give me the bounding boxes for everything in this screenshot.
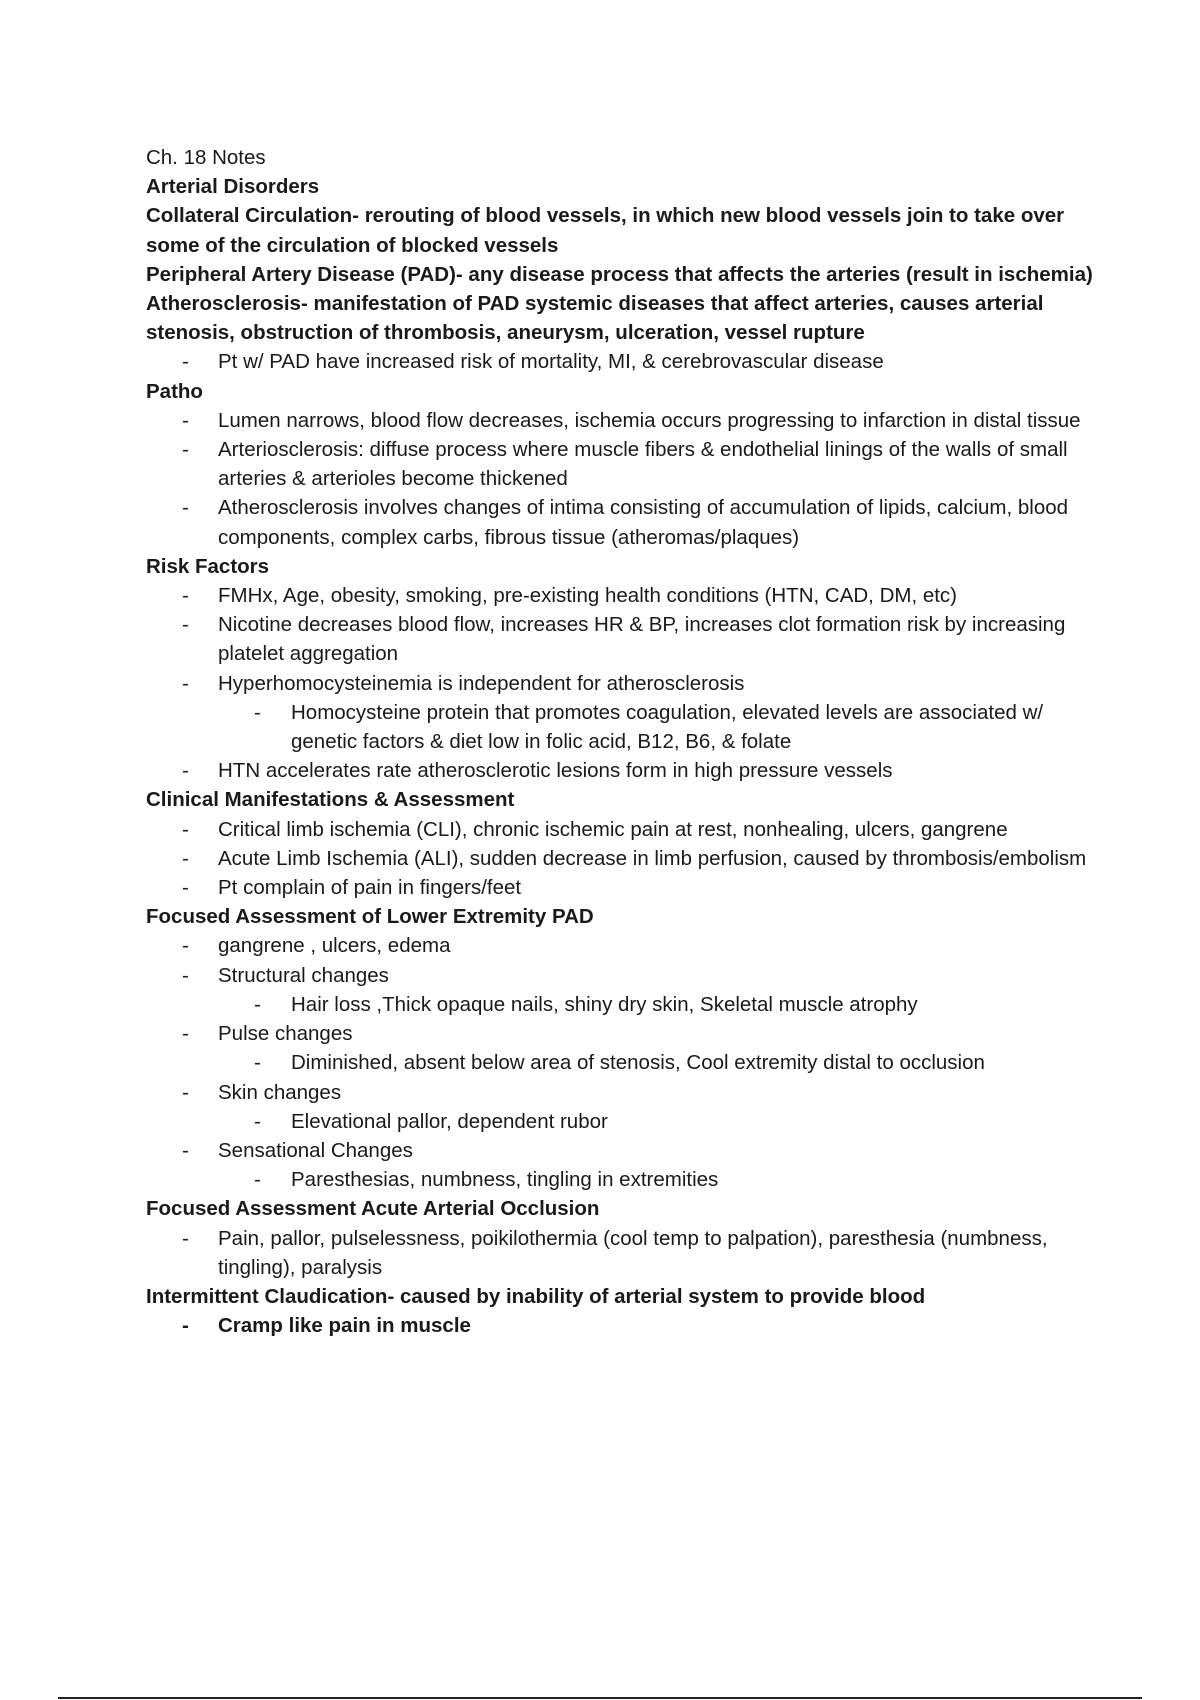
bullet-dash: - <box>182 1226 189 1250</box>
list-item-text: Skin changes <box>218 1080 342 1104</box>
list-item-text: Cramp like pain in muscle <box>218 1314 471 1338</box>
definition-pad: Peripheral Artery Disease (PAD)- any disease process that affects the arteries (result in ischemia) <box>146 262 1093 286</box>
list-item <box>146 406 1096 435</box>
bullet-dash: - <box>182 1138 189 1162</box>
document-title: Ch. 18 Notes <box>146 146 266 169</box>
list-item <box>146 347 1096 376</box>
list-item <box>146 669 1096 698</box>
list-item-text: Pt complain of pain in fingers/feet <box>218 876 522 900</box>
list-item <box>146 961 1096 990</box>
bullet-dash: - <box>182 846 189 870</box>
list-item <box>146 931 1096 960</box>
list-item-text: Hair loss ,Thick opaque nails, shiny dry skin, Skeletal muscle atrophy <box>291 992 918 1016</box>
list-item-text: Elevational pallor, dependent rubor <box>291 1109 608 1133</box>
section-heading-risk-factors: Risk Factors <box>146 554 270 578</box>
section-heading-acute-arterial-occlusion: Focused Assessment Acute Arterial Occlusion <box>146 1197 600 1221</box>
list-item <box>146 1136 1096 1165</box>
bullet-dash: - <box>182 1314 189 1338</box>
document-page <box>146 143 1096 1340</box>
list-item <box>146 1078 1096 1107</box>
list-item-text: Pulse changes <box>218 1022 353 1046</box>
definition-atherosclerosis: Atherosclerosis- manifestation of PAD systemic diseases that affect arteries, causes arterial stenosis, obstruction of thrombosis, aneurysm, ulceration, vessel rupture <box>146 292 1044 345</box>
sub-list-item <box>146 1165 1096 1194</box>
bullet-dash: - <box>254 992 261 1016</box>
section-heading-intermittent-claudication: Intermittent Claudication- caused by inability of arterial system to provide blood <box>146 1284 926 1308</box>
bullet-dash: - <box>254 1051 261 1075</box>
bullet-dash: - <box>182 963 189 987</box>
bullet-dash: - <box>254 1168 261 1192</box>
section-heading-clinical-manifestations: Clinical Manifestations & Assessment <box>146 788 515 812</box>
list-item-text: FMHx, Age, obesity, smoking, pre-existing health conditions (HTN, CAD, DM, etc) <box>218 584 958 608</box>
list-item <box>146 435 1096 493</box>
list-item-text: Diminished, absent below area of stenosis, Cool extremity distal to occlusion <box>291 1051 985 1075</box>
bullet-dash: - <box>182 671 189 695</box>
list-item <box>146 610 1096 668</box>
bullet-dash: - <box>182 817 189 841</box>
bullet-dash: - <box>182 759 189 783</box>
list-item-text: gangrene , ulcers, edema <box>218 934 451 958</box>
sub-list-item <box>146 698 1096 756</box>
list-item <box>146 581 1096 610</box>
page-footer-rule <box>58 1697 1142 1699</box>
list-item-text: Arteriosclerosis: diffuse process where muscle fibers & endothelial linings of the walls of small arteries & arterioles become thickened <box>218 438 1068 491</box>
definition-collateral-circulation: Collateral Circulation- rerouting of blood vessels, in which new blood vessels join to take over some of the circulation of blocked vessels <box>146 204 1065 257</box>
list-item-text: Homocysteine protein that promotes coagulation, elevated levels are associated w/ genetic factors & diet low in folic acid, B12, B6, & folate <box>291 700 1044 754</box>
list-item <box>146 1224 1096 1282</box>
bullet-dash: - <box>182 1080 189 1104</box>
section-heading-patho: Patho <box>146 379 203 403</box>
list-item-text: Lumen narrows, blood flow decreases, ischemia occurs progressing to infarction in distal tissue <box>218 408 1081 432</box>
list-item-text: Paresthesias, numbness, tingling in extremities <box>291 1168 719 1192</box>
list-item <box>146 1019 1096 1048</box>
bullet-dash: - <box>182 876 189 900</box>
bullet-dash: - <box>182 1022 189 1046</box>
list-item <box>146 756 1096 785</box>
bullet-dash: - <box>254 1109 261 1133</box>
bullet-dash: - <box>182 350 189 374</box>
section-heading-arterial-disorders: Arterial Disorders <box>146 175 320 199</box>
list-item-text: Critical limb ischemia (CLI), chronic ischemic pain at rest, nonhealing, ulcers, gangrene <box>218 817 1008 841</box>
list-item-text: Pain, pallor, pulselessness, poikilothermia (cool temp to palpation), paresthesia (numbness, tingling), paralysis <box>218 1226 1048 1279</box>
list-item <box>146 1311 1096 1340</box>
list-item-text: Atherosclerosis involves changes of intima consisting of accumulation of lipids, calcium, blood components, complex carbs, fibrous tissue (atheromas/plaques) <box>218 496 1069 549</box>
list-item-text: Acute Limb Ischemia (ALI), sudden decrease in limb perfusion, caused by thrombosis/embolism <box>218 846 1087 870</box>
bullet-dash: - <box>182 438 189 462</box>
section-heading-lower-extremity-pad: Focused Assessment of Lower Extremity PAD <box>146 905 594 929</box>
bullet-dash: - <box>182 584 189 608</box>
list-item <box>146 844 1096 873</box>
list-item-text: Hyperhomocysteinemia is independent for atherosclerosis <box>218 671 745 695</box>
bullet-dash: - <box>182 934 189 958</box>
list-item-text: Nicotine decreases blood flow, increases HR & BP, increases clot formation risk by increasing platelet aggregation <box>218 613 1066 666</box>
list-item <box>146 493 1096 551</box>
bullet-dash: - <box>182 613 189 637</box>
sub-list-item <box>146 1048 1096 1077</box>
bullet-dash: - <box>254 700 261 724</box>
list-item <box>146 815 1096 844</box>
list-item-text: Sensational Changes <box>218 1138 413 1162</box>
sub-list-item <box>146 990 1096 1019</box>
list-item-text: HTN accelerates rate atherosclerotic lesions form in high pressure vessels <box>218 759 893 783</box>
list-item-text: Structural changes <box>218 963 389 987</box>
bullet-dash: - <box>182 496 189 520</box>
bullet-dash: - <box>182 408 189 432</box>
list-item <box>146 873 1096 902</box>
list-item-text: Pt w/ PAD have increased risk of mortality, MI, & cerebrovascular disease <box>218 350 884 374</box>
sub-list-item <box>146 1107 1096 1136</box>
